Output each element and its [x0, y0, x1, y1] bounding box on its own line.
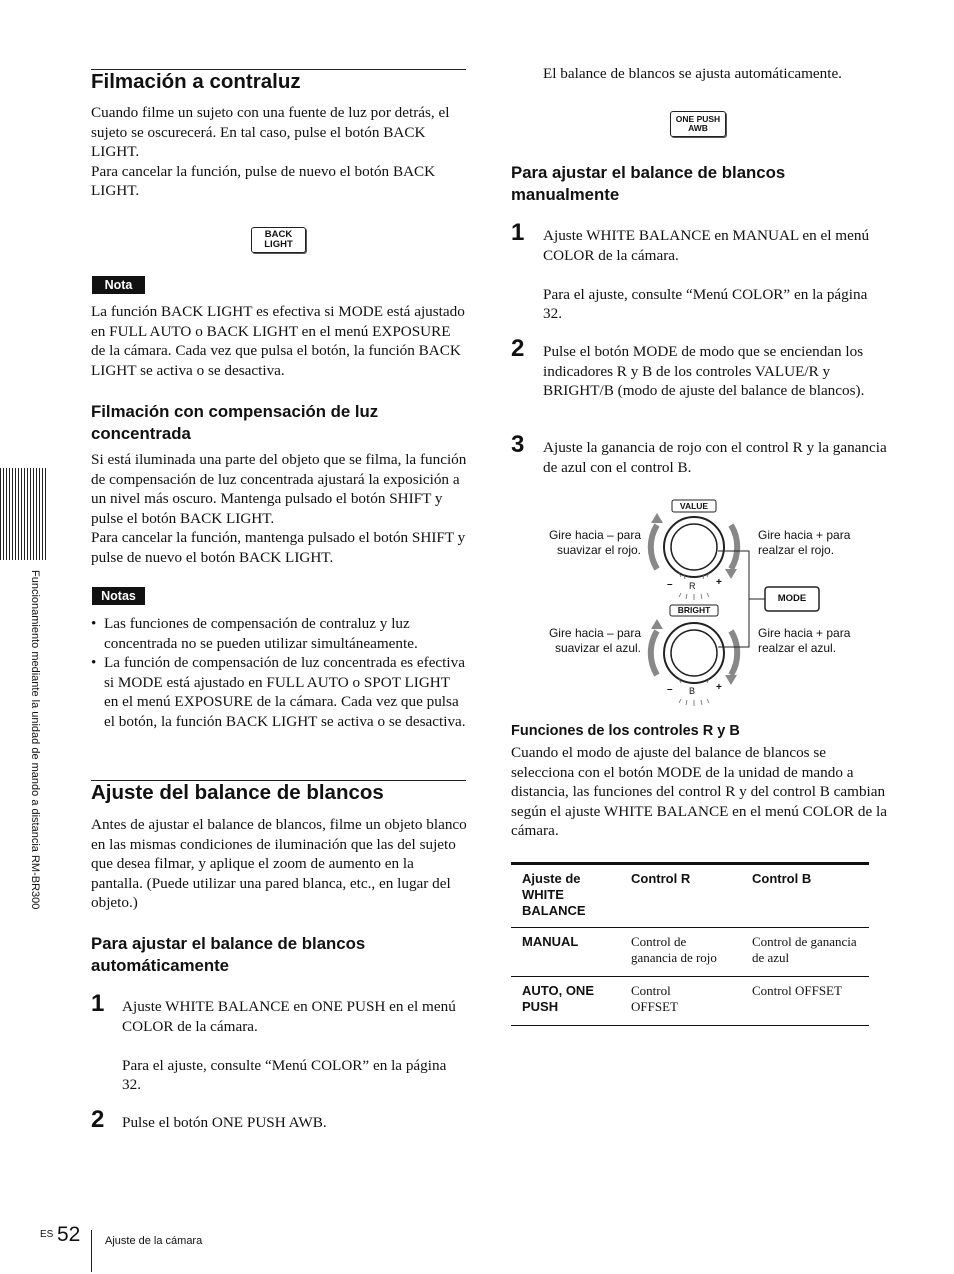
notes-label: Notas [92, 587, 145, 605]
functions-title: Funciones de los controles R y B [511, 723, 740, 739]
footer-page-number: 52 [57, 1223, 81, 1246]
b-indicator-label: B [689, 686, 696, 696]
step-number: 1 [91, 990, 105, 1017]
contraluz-paragraph: Cuando filme un sujeto con una fuente de luz por detrás, el sujeto se oscurecerá. En tal caso, pulse el botón BACK LIGHT. Para cancelar la función, pulse de nuevo el botón BACK LIGHT. [91, 104, 450, 199]
r-indicator-label: R [689, 581, 696, 591]
table-cell: MANUAL [522, 934, 579, 949]
minus-symbol: – [667, 684, 673, 695]
subsection-title-auto: Para ajustar el balance de blancos automáticamente [91, 934, 366, 975]
footer-divider [91, 1230, 92, 1272]
section-title-contraluz: Filmación a contraluz [91, 70, 301, 93]
list-item: • La función de compensación de luz concentrada es efectiva si MODE está ajustado en FULL AUTO o SPOT LIGHT en el menú EXPOSURE de la cámara. Cada vez que pulsa el botón, la función BACK LIGHT se activa o se desactiva. [91, 653, 467, 731]
table-cell: Control de ganancia de rojo [631, 934, 717, 965]
step-text: Ajuste la ganancia de rojo con el control R y la ganancia de azul con el control B. [543, 439, 887, 476]
right-bottom-caption: Gire hacia + para realzar el azul. [758, 626, 851, 655]
section-title-balance: Ajuste del balance de blancos [91, 781, 384, 804]
functions-paragraph: Cuando el modo de ajuste del balance de blancos se selecciona con el botón MODE de la unidad de mando a distancia, las funciones del control R y del control B cambian según el ajuste WHITE BALANCE en el menú COLOR de la cámara. [511, 744, 887, 839]
footer-lang: ES [40, 1229, 54, 1240]
step-number: 2 [511, 335, 525, 362]
balance-paragraph: Antes de ajustar el balance de blancos, filme un objeto blanco en las mismas condiciones de iluminación que las del sujeto que desea filmar, y aplique el zoom de aumento en la pantalla. (Puede utilizar una pared blanca, etc., en lugar del objeto.) [91, 816, 467, 911]
plus-symbol: + [716, 682, 722, 693]
one-push-awb-button-icon: ONE PUSH AWB [670, 111, 726, 137]
step-text: Pulse el botón MODE de modo que se enciendan los indicadores R y B de los controles VALUE/R y BRIGHT/B (modo de ajuste del balance de blancos). [543, 343, 865, 399]
table-header-cell: Control R [631, 871, 691, 886]
step-text: Ajuste WHITE BALANCE en MANUAL en el menú COLOR de la cámara. Para el ajuste, consulte “Menú COLOR” en la página 32. [543, 227, 870, 322]
step-number: 2 [91, 1106, 105, 1133]
note-text: La función BACK LIGHT es efectiva si MODE está ajustado en FULL AUTO o BACK LIGHT en el menú EXPOSURE de la cámara. Cada vez que pulsa el botón, la función BACK LIGHT se activa o se desactiva. [91, 303, 465, 379]
list-item: • Las funciones de compensación de contraluz y luz concentrada no se pueden utilizar simultáneamente. [91, 614, 467, 653]
minus-symbol: – [667, 579, 673, 590]
mode-button-label: MODE [777, 593, 807, 604]
luz-concentrada-paragraph: Si está iluminada una parte del objeto que se filma, la función de compensación de luz concentrada ajustará la exposición a un nivel más oscuro. Mantenga pulsado el botón SHIFT y pulse el botón BACK LIGHT. Para cancelar la función, mantenga pulsado el botón SHIFT y pulse de nuevo el botón BACK LIGHT. [91, 451, 467, 566]
step-text: Ajuste WHITE BALANCE en ONE PUSH en el menú COLOR de la cámara. Para el ajuste, consulte “Menú COLOR” en la página 32. [122, 998, 456, 1093]
side-label: Funcionamiento mediante la unidad de mando a distancia RM-BR300 [29, 570, 41, 910]
table-row [511, 928, 869, 977]
bright-label: BRIGHT [677, 605, 711, 615]
white-balance-table [511, 862, 869, 1026]
value-label: VALUE [679, 501, 709, 511]
notes-list [91, 614, 467, 731]
note-label: Nota [92, 276, 145, 294]
table-cell: Control de ganancia de azul [752, 934, 857, 965]
table-header-cell: Control B [752, 871, 812, 886]
back-light-button-icon: BACK LIGHT [251, 227, 306, 253]
step-number: 1 [511, 219, 525, 246]
left-top-caption: Gire hacia – para suavizar el rojo. [548, 528, 641, 557]
right-top-caption: Gire hacia + para realzar el rojo. [758, 528, 851, 557]
table-header-row [511, 864, 869, 928]
side-tab-stripes [0, 468, 46, 560]
table-cell: Control OFFSET [752, 983, 842, 998]
table-cell: AUTO, ONE PUSH [522, 983, 594, 1014]
left-bottom-caption: Gire hacia – para suavizar el azul. [548, 626, 641, 655]
step-number: 3 [511, 431, 525, 458]
table-header-cell: Ajuste de WHITE BALANCE [522, 871, 586, 918]
footer-section: Ajuste de la cámara [105, 1235, 203, 1247]
subsection-title-luz-concentrada: Filmación con compensación de luz concentrada [91, 402, 379, 443]
table-cell: Control OFFSET [631, 983, 678, 1014]
rb-control-diagram [511, 495, 881, 710]
step-text: Pulse el botón ONE PUSH AWB. [122, 1114, 327, 1131]
table-row [511, 977, 869, 1026]
plus-symbol: + [716, 577, 722, 588]
auto-result-text: El balance de blancos se ajusta automáticamente. [543, 65, 842, 82]
subsection-title-manual: Para ajustar el balance de blancos manualmente [511, 163, 786, 204]
